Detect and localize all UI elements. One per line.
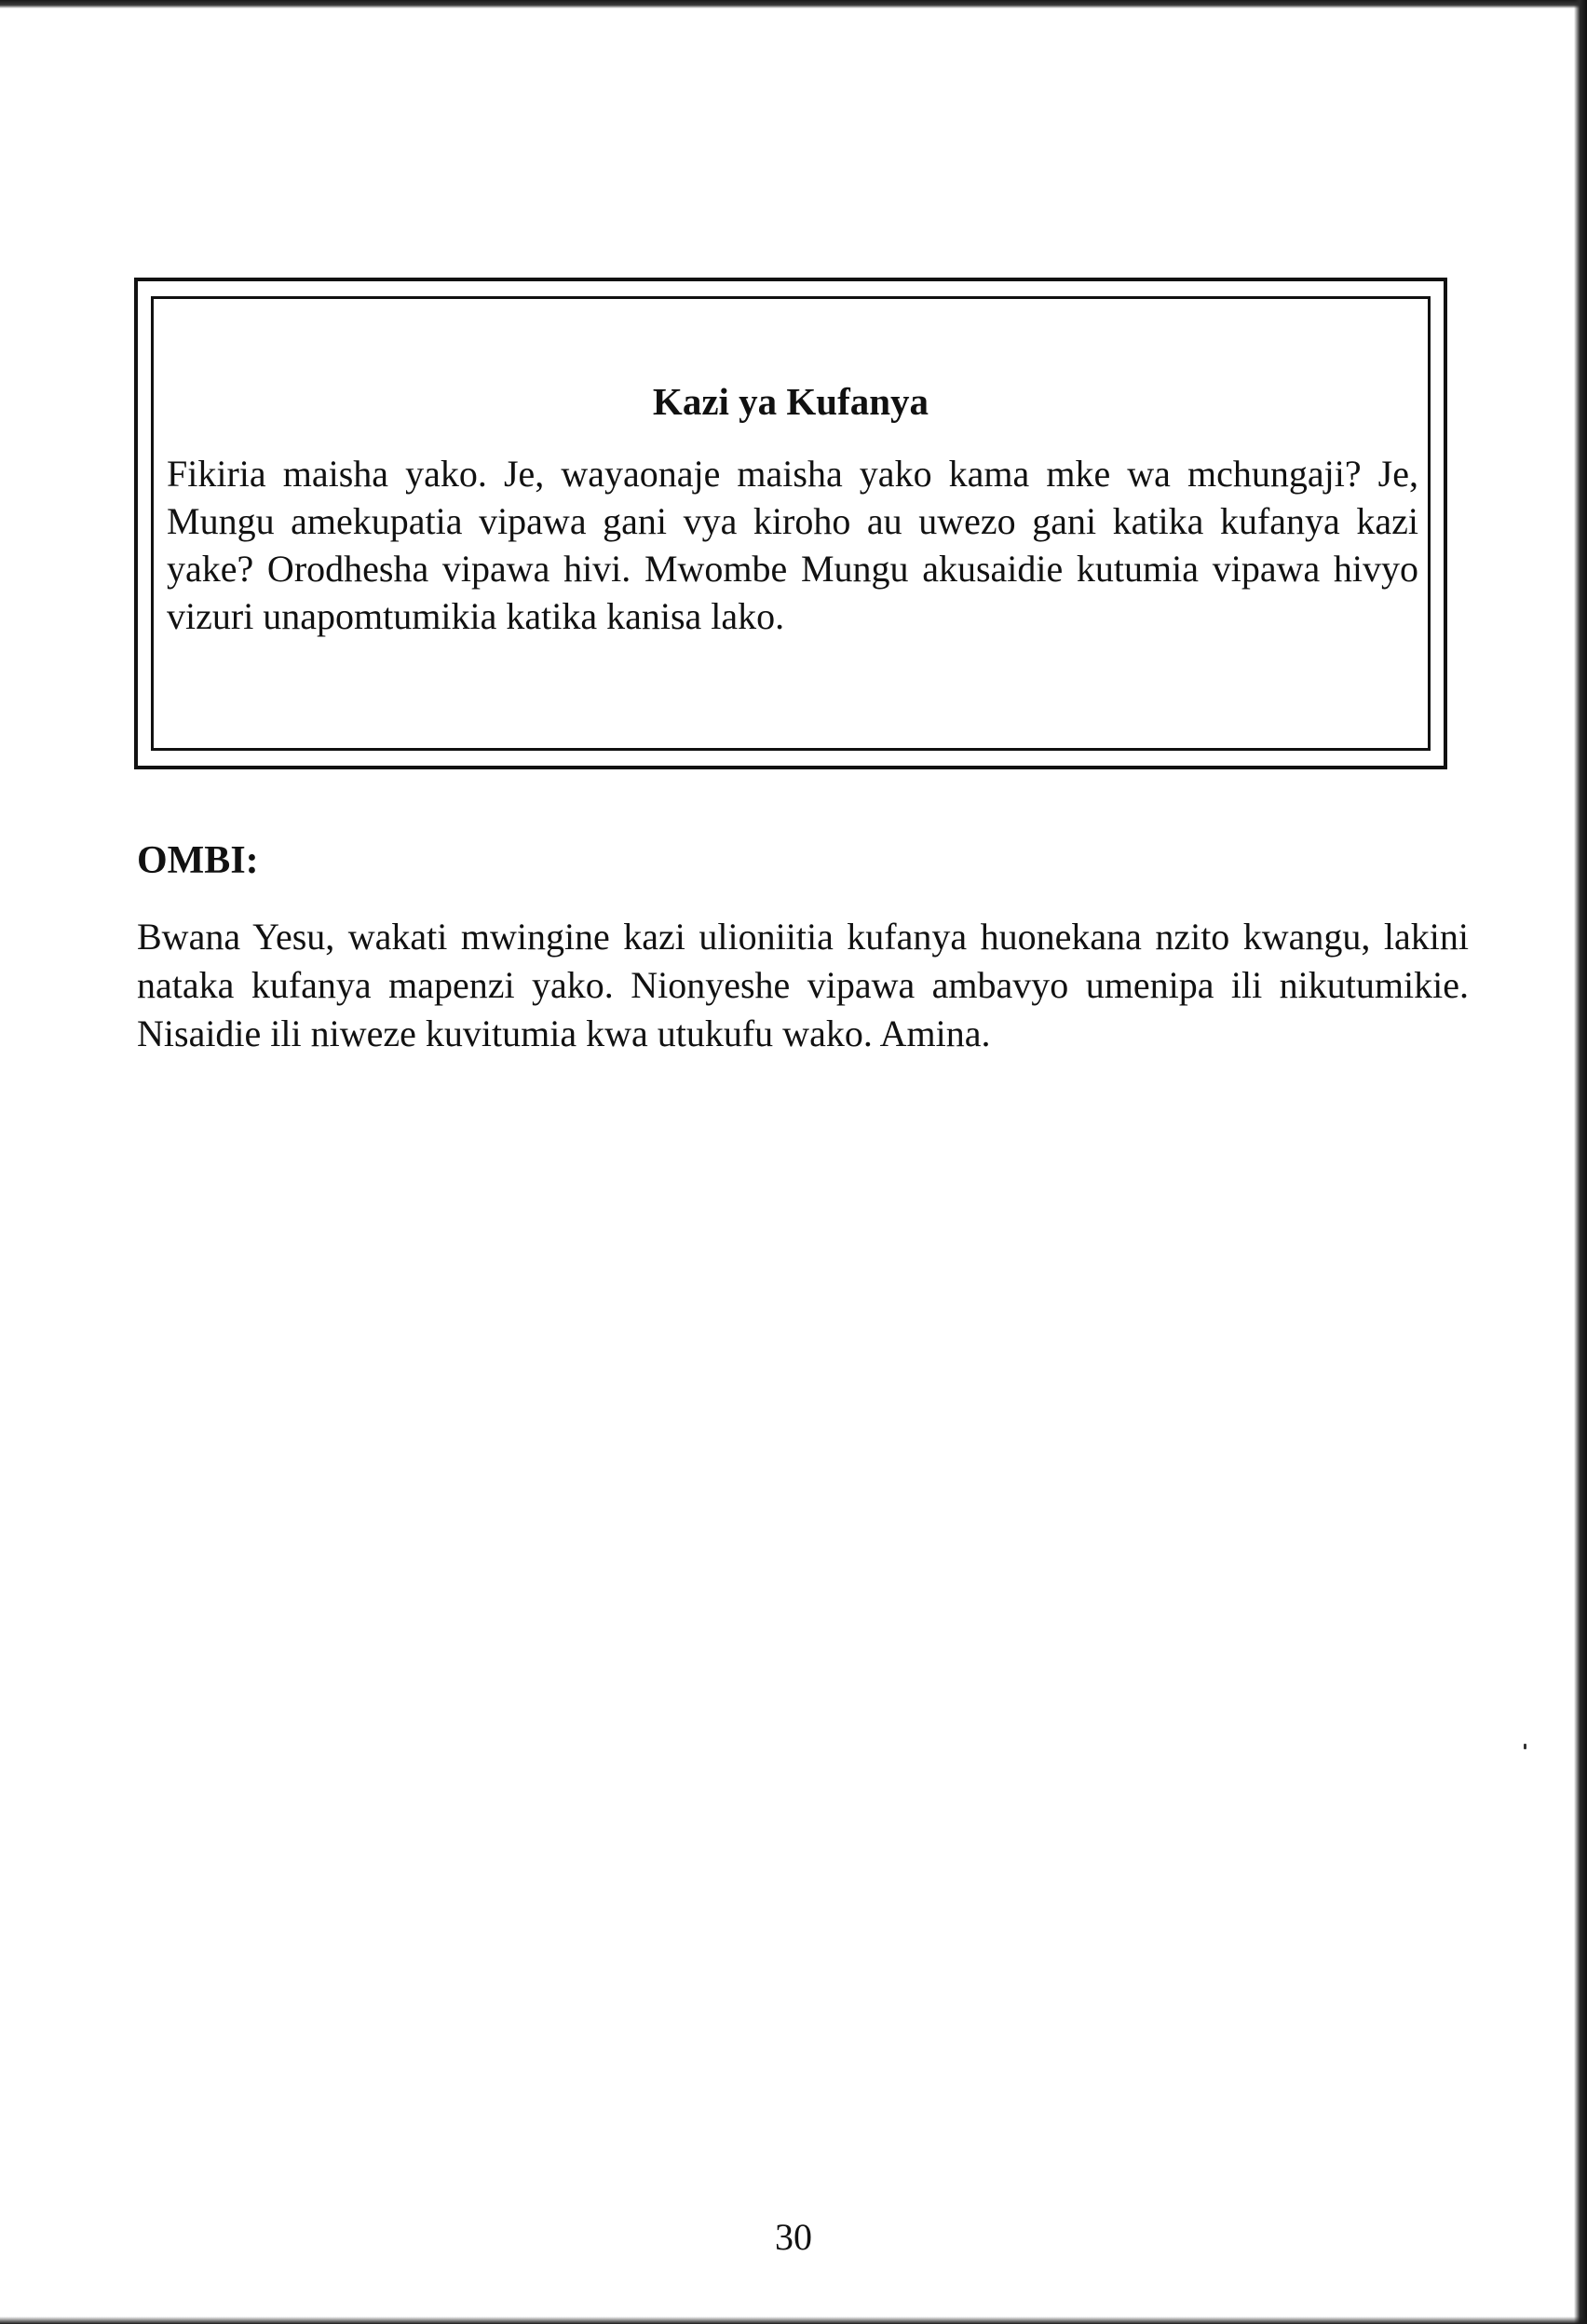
prayer-body: Bwana Yesu, wakati mwingine kazi ulioniitia kufanya huonekana nzito kwangu, lakini nataka kufanya mapenzi yako. Nionyeshe vipawa ambavyo umenipa ili nikutumikie. Nisaidie ili niweze kuvitumia kwa utukufu wako. Amina. <box>137 916 1469 1054</box>
scan-edge-top <box>0 0 1587 8</box>
scan-edge-right <box>1574 0 1587 2324</box>
prayer-heading: OMBI: <box>137 839 259 882</box>
page-number: 30 <box>775 2216 812 2258</box>
task-box <box>134 278 1447 769</box>
scan-speck <box>1524 1744 1526 1749</box>
scan-edge-bottom <box>0 2317 1587 2324</box>
task-body: Fikiria maisha yako. Je, wayaonaje maisha yako kama mke wa mchungaji? Je, Mungu amekupatia vipawa gani vya kiroho au uwezo gani katika kufanya kazi yake? Orodhesha vipawa hivi. Mwombe Mungu akusaidie kutumia vipawa hivyo vizuri unapomtumikia katika kanisa lako. <box>167 453 1418 637</box>
task-box-inner-border <box>151 296 1431 751</box>
task-title: Kazi ya Kufanya <box>652 380 929 423</box>
